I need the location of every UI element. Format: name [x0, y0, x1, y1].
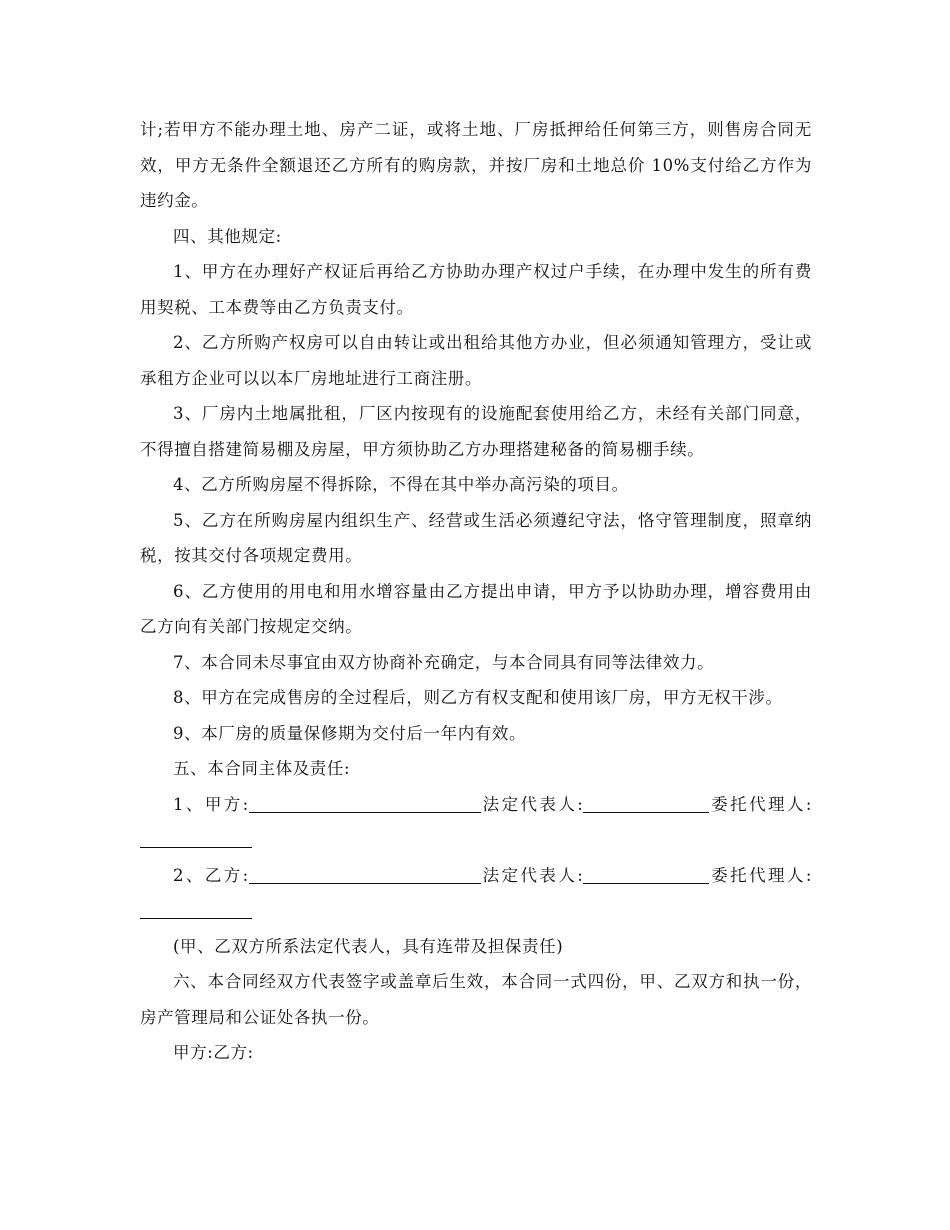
clause-8: 8、甲方在完成售房的全过程后，则乙方有权支配和使用该厂房，甲方无权干涉。: [173, 688, 783, 707]
clause-5: 5、乙方在所购房屋内组织生产、经营或生活必须遵纪守法，恪守管理制度，照章纳税，按其交付各项规定费用。: [140, 510, 812, 565]
party-b-agent-blank: [140, 898, 252, 919]
clause-3: 3、厂房内土地属批租，厂区内按现有的设施配套使用给乙方，未经有关部门同意，不得擅自搭建简易棚及房屋，甲方须协助乙方办理搭建秘备的简易棚手续。: [140, 404, 812, 459]
clause-4: 4、乙方所购房屋不得拆除，不得在其中举办高污染的项目。: [173, 475, 629, 494]
document-page: [140, 112, 812, 1071]
clause-2: 2、乙方所购产权房可以自由转让或出租给其他方办业，但必须通知管理方，受让或承租方企业可以以本厂房地址进行工商注册。: [140, 333, 812, 388]
party-b-legal-rep-label: 法定代表人:: [480, 865, 584, 885]
signature-line: 甲方:乙方:: [173, 1043, 254, 1062]
party-a-line: [140, 787, 812, 858]
party-a-name-blank: [249, 792, 481, 813]
party-a-label: 1、甲方:: [173, 794, 249, 814]
party-b-line: [140, 858, 812, 929]
party-a-legal-rep-label: 法定代表人:: [480, 794, 584, 814]
clause-6: 6、乙方使用的用电和用水增容量由乙方提出申请，甲方予以协助办理，增容费用由乙方向有关部门按规定交纳。: [140, 581, 812, 636]
party-a-legal-rep-blank: [583, 792, 709, 813]
joint-liability-note: (甲、乙双方所系法定代表人，具有连带及担保责任): [173, 936, 564, 956]
paragraph-breach-clause: 计;若甲方不能办理土地、房产二证，或将土地、厂房抵押给任何第三方，则售房合同无效，甲方无条件全额退还乙方所有的购房款，并按厂房和土地总价 10%支付给乙方作为违约金。: [140, 120, 812, 210]
clause-7: 7、本合同未尽事宜由双方协商补充确定，与本合同具有同等法律效力。: [173, 652, 715, 672]
clause-9: 9、本厂房的质量保修期为交付后一年内有效。: [173, 723, 527, 743]
party-a-agent-blank: [140, 827, 252, 848]
section-heading-effectiveness: 六、本合同经双方代表签字或盖章后生效，本合同一式四份，甲、乙双方和执一份，房产管理局和公证处各执一份。: [140, 972, 812, 1027]
section-heading-other-provisions: 四、其他规定:: [173, 226, 282, 246]
clause-1: 1、甲方在办理好产权证后再给乙方协助办理产权过户手续，在办理中发生的所有费用契税、工本费等由乙方负责支付。: [140, 262, 812, 317]
section-heading-contract-parties: 五、本合同主体及责任:: [173, 759, 351, 778]
party-a-agent-label: 委托代理人:: [709, 794, 812, 814]
party-b-agent-label: 委托代理人:: [709, 865, 812, 885]
party-b-legal-rep-blank: [583, 863, 709, 884]
party-b-name-blank: [249, 863, 481, 884]
party-b-label: 2、乙方:: [173, 865, 249, 885]
